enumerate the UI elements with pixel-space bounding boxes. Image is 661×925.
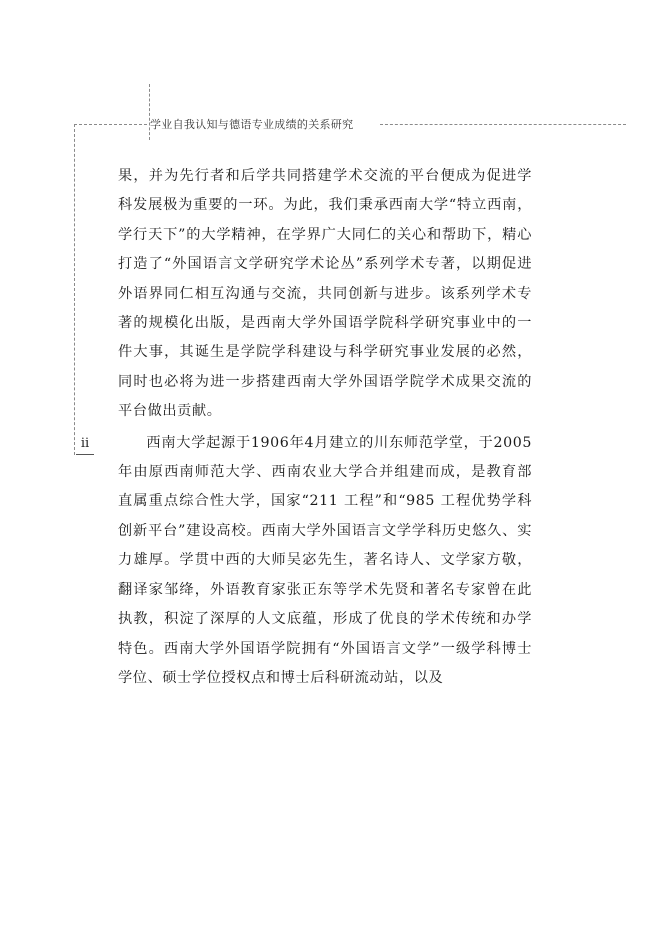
paragraph-1: 果，并为先行者和后学共同搭建学术交流的平台便成为促进学科发展极为重要的一环。为此，我们秉承西南大学“特立西南，学行天下”的大学精神，在学界广大同仁的关心和帮助下，精心打造了“外国语言文学研究学术论丛”系列学术专著，以期促进外语界同仁相互沟通与交流，共同创新与进步。该系列学术专著的规模化出版，是西南大学外国语学院科学研究事业中的一件大事，其诞生是学院学科建设与科学研究事业发展的必然，同时也必将为进一步搭建西南大学外国语学院学术成果交流的平台做出贡献。 [118,168,532,420]
paragraph-2: 西南大学起源于1906年4月建立的川东师范学堂，于2005年由原西南师范大学、西南农业大学合并组建而成，是教育部直属重点综合性大学，国家“211 工程”和“985 工程优势学科创新平台”建设高校。西南大学外国语言文学学科历史悠久、实力雄厚。学贯中西的大师吴宓先生，著名诗人、文学家方敬，翻译家邹绛，外语教育家张正东等学术先贤和著名专家曾在此执教，积淀了深厚的人文底蕴，形成了优良的学术传统和办学特色。西南大学外国语学院拥有“外国语言文学”一级学科博士学位、硕士学位授权点和博士后科研流动站，以及 [118,434,532,686]
body-text [118,162,532,693]
running-head: 学业自我认知与德语专业成绩的关系研究 [150,116,359,132]
header-horizontal-guide-right [380,124,626,125]
header-horizontal-guide-left [74,124,152,125]
page-number: ii [76,436,94,455]
margin-vertical-guide [74,124,75,455]
